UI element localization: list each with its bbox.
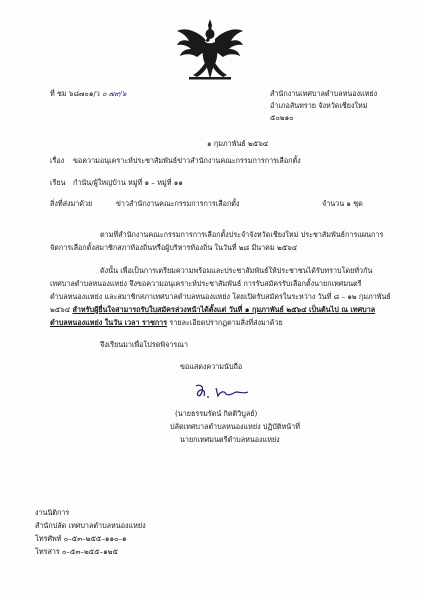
enclosure-quantity: จำนวน ๑ ชุด	[322, 199, 363, 208]
footer-unit: งานนิติการ	[35, 508, 70, 517]
para2-line3: ตำบลหนองแหย่ง และสมาชิกสภาเทศบาลตำบลหนองแหย่ง โดยเปิดรับสมัครในระหว่าง วันที่ ๘ – ๑๒ กุมภาพันธ์	[50, 292, 391, 301]
letter-date: ๑ กุมภาพันธ์ ๒๕๖๔	[207, 139, 269, 148]
subject-label: เรื่อง	[50, 156, 65, 165]
footer-phone: โทรศัพท์ ๐–๕๓–๒๕๕–๑๑๐–๑	[35, 534, 127, 543]
closing-request: จึงเรียนมาเพื่อโปรดพิจารณา	[100, 340, 188, 349]
para1-line2: จัดการเลือกตั้งสมาชิกสภาท้องถิ่นหรือผู้บริหารท้องถิ่น ในวันที่ ๒๘ มีนาคม ๒๕๖๔	[50, 243, 298, 252]
doc-number-prefix: ที่ ชม ๖๘๗๐๑/ว	[50, 89, 100, 98]
para2-line1: ดังนั้น เพื่อเป็นการเตรียมความพร้อมและประชาสัมพันธ์ให้ประชาชนได้รับทราบโดยทั่วกัน	[100, 266, 373, 275]
para2-line5-emphasis: ตำบลหนองแหย่ง ในวัน เวลา ราชการ	[50, 318, 168, 327]
footer-office: สำนักปลัด เทศบาลตำบลหนองแหย่ง	[35, 521, 146, 530]
sender-postcode: ๕๐๒๑๐	[270, 113, 294, 122]
doc-number	[50, 89, 126, 98]
signature	[192, 380, 252, 404]
para2-line5-rest: รายละเอียดปรากฏตามสิ่งที่ส่งมาด้วย	[169, 318, 283, 327]
sender-office: สำนักงานเทศบาลตำบลหนองแหย่ง	[270, 89, 378, 98]
enclosure-text: ข่าวสำนักงานคณะกรรมการการเลือกตั้ง	[116, 199, 240, 208]
para2-line2: เทศบาลตำบลหนองแหย่ง จึงขอความอนุเคราะห์ประชาสัมพันธ์ การรับสมัครรับเลือกตั้งนายกเทศมนตรี	[50, 279, 362, 288]
para2-line5	[50, 316, 283, 329]
sender-district: อำเภอสันทราย จังหวัดเชียงใหม่	[270, 101, 368, 110]
enclosure-label: สิ่งที่ส่งมาด้วย	[50, 199, 93, 208]
para2-line4	[50, 303, 375, 316]
garuda-emblem-icon	[175, 17, 245, 85]
to-label: เรียน	[50, 178, 66, 187]
signer-position-2: นายกเทศมนตรีตำบลหนองแหย่ง	[180, 435, 280, 444]
para1-line1: ตามที่สำนักงานคณะกรรมการการเลือกตั้งประจำจังหวัดเชียงใหม่ ประชาสัมพันธ์การแผนการ	[100, 230, 384, 239]
signer-position-1: ปลัดเทศบาลตำบลหนองแหย่ง ปฏิบัติหน้าที่	[170, 422, 300, 431]
doc-number-handwritten: ๐ ๗๙/๖	[102, 89, 127, 98]
salutation: ขอแสดงความนับถือ	[180, 362, 243, 371]
para2-line4-year: ๒๕๖๔	[50, 305, 71, 314]
to-text: กำนัน/ผู้ใหญ่บ้าน หมู่ที่ ๑ – หมู่ที่ ๑๑	[73, 178, 183, 187]
para2-line4-emphasis: สำหรับผู้ยื่นใจสามารถรับใบสมัครล่วงหน้าได้ตั้งแต่ วันที่ ๑ กุมภาพันธ์ ๒๕๖๔ เป็นต้นไป ณ เทศบาล	[72, 305, 376, 314]
subject-text: ขอความอนุเคราะห์ประชาสัมพันธ์ข่าวสำนักงานคณะกรรมการการเลือกตั้ง	[73, 156, 301, 165]
footer-fax: โทรสาร ๐–๕๓–๒๕๕–๑๒๕	[35, 547, 118, 556]
signer-name: (นายธรรมรัตน์ กิตติวิบูลย์)	[175, 409, 258, 418]
